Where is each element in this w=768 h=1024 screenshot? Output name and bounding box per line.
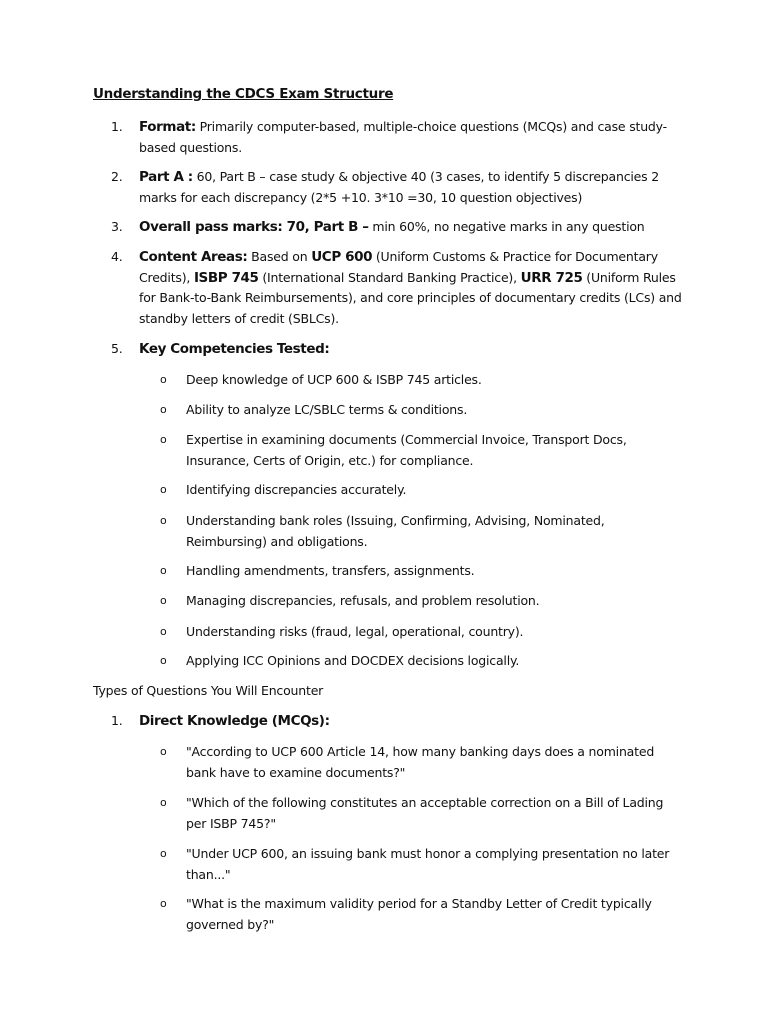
bullet-icon: o	[160, 654, 167, 667]
list-item: o Handling amendments, transfers, assignments.	[160, 561, 680, 582]
list-item: o Understanding bank roles (Issuing, Confirming, Advising, Nominated, Reimbursing) and obligations.	[160, 513, 605, 549]
bullet-icon: o	[160, 897, 167, 910]
bullet-icon: o	[160, 745, 167, 758]
bullet-icon: o	[160, 564, 167, 577]
bullet-icon: o	[160, 847, 167, 860]
list-item-competencies	[111, 339, 691, 360]
list-item: o Ability to analyze LC/SBLC terms & conditions.	[160, 400, 680, 421]
section-title: Types of Questions You Will Encounter	[93, 683, 324, 698]
list-number: 2.	[111, 169, 123, 184]
list-item: o "According to UCP 600 Article 14, how many banking days does a nominated bank have to examine documents?"	[160, 744, 655, 780]
list-number: 1.	[111, 713, 123, 728]
bullet-icon: o	[160, 625, 167, 638]
list-item: o Applying ICC Opinions and DOCDEX decisions logically.	[160, 651, 680, 672]
list-item: o Identifying discrepancies accurately.	[160, 480, 680, 501]
bullet-icon: o	[160, 594, 167, 607]
list-item: o "What is the maximum validity period for a Standby Letter of Credit typically governed by?"	[160, 896, 652, 932]
bullet-icon: o	[160, 514, 167, 527]
list-number: 4.	[111, 249, 123, 264]
bullet-icon: o	[160, 483, 167, 496]
list-item-pass-marks	[111, 217, 691, 238]
list-item-text: Direct Knowledge (MCQs):	[139, 713, 330, 729]
list-item-text: Part A : 60, Part B – case study & objective 40 (3 cases, to identify 5 discrepancies 2 marks for each discrepancy (2*5 +10. 3*10 =30, 10 question objectives)	[139, 169, 659, 205]
list-item-content-areas	[111, 247, 691, 329]
bullet-icon: o	[160, 403, 167, 416]
list-item-text: Key Competencies Tested:	[139, 341, 330, 357]
list-item: o Understanding risks (fraud, legal, operational, country).	[160, 622, 680, 643]
page-title: Understanding the CDCS Exam Structure	[93, 86, 394, 102]
list-item: o Managing discrepancies, refusals, and problem resolution.	[160, 591, 680, 612]
list-number: 3.	[111, 219, 123, 234]
list-item-direct-knowledge	[111, 711, 691, 732]
list-item-text: Overall pass marks: 70, Part B – min 60%, no negative marks in any question	[139, 219, 645, 235]
list-item-text: Format: Primarily computer-based, multiple-choice questions (MCQs) and case study-based questions.	[139, 119, 667, 155]
bullet-icon: o	[160, 373, 167, 386]
list-item: o "Under UCP 600, an issuing bank must honor a complying presentation no later than..."	[160, 846, 670, 882]
bullet-icon: o	[160, 433, 167, 446]
bullet-icon: o	[160, 796, 167, 809]
list-number: 1.	[111, 119, 123, 134]
list-item: o Deep knowledge of UCP 600 & ISBP 745 articles.	[160, 370, 680, 391]
list-item-text: Content Areas: Based on UCP 600 (Uniform Customs & Practice for Documentary Credits), ISBP 745 (International Standard Banking Practice), URR 725 (Uniform Rules for Bank-to-Bank Reimbursements), and core principles of documentary credits (LCs) and standby letters of credit (SBLCs).	[139, 249, 682, 326]
list-number: 5.	[111, 341, 123, 356]
list-item-format	[111, 117, 691, 158]
list-item: o "Which of the following constitutes an acceptable correction on a Bill of Lading per ISBP 745?"	[160, 795, 664, 831]
list-item: o Expertise in examining documents (Commercial Invoice, Transport Docs, Insurance, Certs of Origin, etc.) for compliance.	[160, 432, 627, 468]
list-item-part-a	[111, 167, 691, 208]
